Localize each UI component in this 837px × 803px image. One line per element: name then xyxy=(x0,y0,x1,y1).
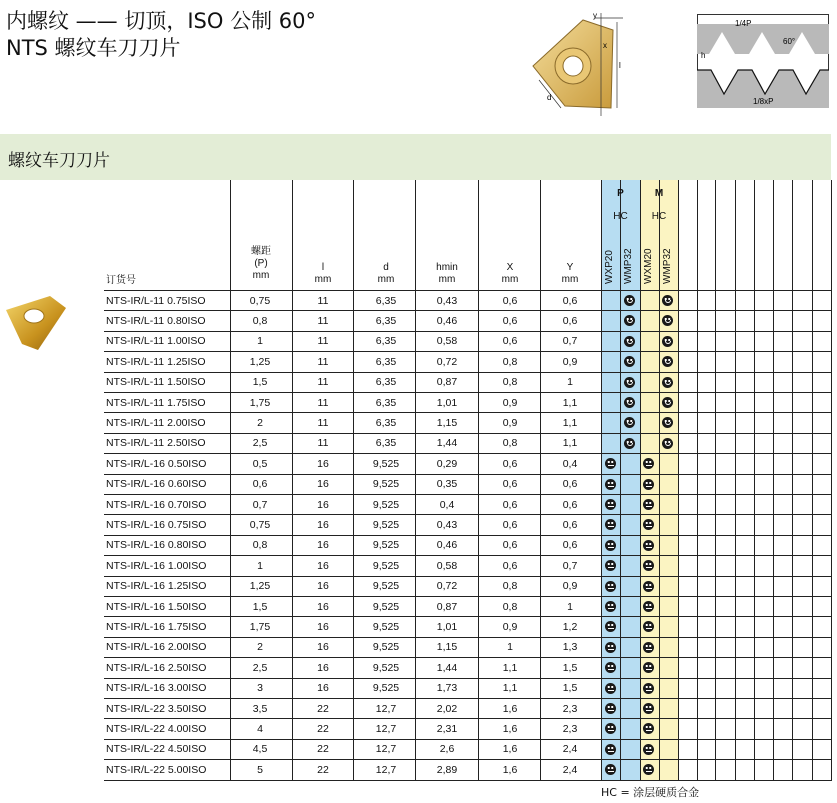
value-cell: 16 xyxy=(317,682,329,695)
value-cell: 0,87 xyxy=(436,600,458,613)
column-divider xyxy=(697,180,698,781)
value-cell: 1,5 xyxy=(562,661,578,674)
value-cell: 1,25 xyxy=(249,580,271,593)
header-p-hc: HC xyxy=(613,211,628,222)
neutral-face-icon xyxy=(605,601,616,612)
neutral-face-icon xyxy=(643,581,654,592)
value-cell: 1,75 xyxy=(249,396,271,409)
value-cell: 2,4 xyxy=(562,743,578,756)
value-cell: 0,58 xyxy=(436,559,458,572)
value-cell: 0,72 xyxy=(436,580,458,593)
value-cell: 0,9 xyxy=(562,580,578,593)
page-title xyxy=(6,8,316,62)
order-number-cell: NTS-IR/L-16 1.50ISO xyxy=(106,600,207,613)
value-cell: 0,8 xyxy=(252,539,268,552)
value-cell: 9,525 xyxy=(372,498,400,511)
value-cell: 6,35 xyxy=(375,376,397,389)
value-cell: 16 xyxy=(317,498,329,511)
column-divider xyxy=(715,180,716,781)
neutral-face-icon xyxy=(643,540,654,551)
value-cell: 16 xyxy=(317,518,329,531)
value-cell: 1,1 xyxy=(502,682,518,695)
value-cell: 1,01 xyxy=(436,620,458,633)
value-cell: 2,02 xyxy=(436,702,458,715)
column-divider xyxy=(754,180,755,781)
order-number-cell: NTS-IR/L-16 0.80ISO xyxy=(106,539,207,552)
column-divider xyxy=(659,180,660,781)
header-d: d xyxy=(383,262,389,273)
value-cell: 1,15 xyxy=(436,416,458,429)
value-cell: 0,6 xyxy=(502,539,518,552)
order-number-cell: NTS-IR/L-16 2.50ISO xyxy=(106,661,207,674)
value-cell: 1,6 xyxy=(502,743,518,756)
neutral-face-icon xyxy=(643,744,654,755)
value-cell: 0,6 xyxy=(562,539,578,552)
order-number-cell: NTS-IR/L-22 4.00ISO xyxy=(106,722,207,735)
value-cell: 2,3 xyxy=(562,702,578,715)
header-order-no: 订货号 xyxy=(106,275,136,286)
value-cell: 6,35 xyxy=(375,355,397,368)
dim-d-label: d xyxy=(547,93,552,102)
value-cell: 1,5 xyxy=(252,376,268,389)
value-cell: 12,7 xyxy=(375,722,397,735)
order-number-cell: NTS-IR/L-22 5.00ISO xyxy=(106,763,207,776)
smile-icon xyxy=(662,336,673,347)
header-l: mm xyxy=(314,274,332,285)
order-number-cell: NTS-IR/L-16 3.00ISO xyxy=(106,682,207,695)
value-cell: 16 xyxy=(317,641,329,654)
column-divider xyxy=(831,180,832,781)
smile-icon xyxy=(662,377,673,388)
value-cell: 0,8 xyxy=(252,314,268,327)
value-cell: 0,75 xyxy=(249,294,271,307)
value-cell: 1,5 xyxy=(252,600,268,613)
value-cell: 11 xyxy=(317,335,329,348)
value-cell: 1,75 xyxy=(249,620,271,633)
order-number-cell: NTS-IR/L-16 0.60ISO xyxy=(106,478,207,491)
value-cell: 1,25 xyxy=(249,355,271,368)
neutral-face-icon xyxy=(643,479,654,490)
dim-l-label: l xyxy=(619,61,621,70)
value-cell: 4 xyxy=(257,722,263,735)
value-cell: 0,9 xyxy=(502,416,518,429)
section-title: 螺纹车刀刀片 xyxy=(8,151,110,171)
value-cell: 11 xyxy=(317,376,329,389)
neutral-face-icon xyxy=(605,703,616,714)
value-cell: 6,35 xyxy=(375,416,397,429)
profile-quarter-p-label: 1/4P xyxy=(735,19,752,28)
value-cell: 0,9 xyxy=(562,355,578,368)
column-divider xyxy=(601,180,602,781)
value-cell: 0,29 xyxy=(436,457,458,470)
value-cell: 12,7 xyxy=(375,702,397,715)
neutral-face-icon xyxy=(605,479,616,490)
value-cell: 0,46 xyxy=(436,539,458,552)
header-hmin: mm xyxy=(438,274,456,285)
order-number-cell: NTS-IR/L-16 1.25ISO xyxy=(106,580,207,593)
value-cell: 11 xyxy=(317,437,329,450)
value-cell: 1 xyxy=(257,559,263,572)
neutral-face-icon xyxy=(605,744,616,755)
smile-icon xyxy=(624,377,635,388)
order-number-cell: NTS-IR/L-11 1.50ISO xyxy=(106,376,206,389)
value-cell: 0,6 xyxy=(562,294,578,307)
value-cell: 9,525 xyxy=(372,539,400,552)
neutral-face-icon xyxy=(605,642,616,653)
value-cell: 0,6 xyxy=(562,518,578,531)
value-cell: 0,46 xyxy=(436,314,458,327)
order-number-cell: NTS-IR/L-22 3.50ISO xyxy=(106,702,207,715)
value-cell: 0,6 xyxy=(502,457,518,470)
value-cell: 0,8 xyxy=(502,600,518,613)
dim-x-label: x xyxy=(603,41,607,50)
header-m-hc: HC xyxy=(651,211,667,222)
value-cell: 0,6 xyxy=(502,294,518,307)
value-cell: 2 xyxy=(257,416,263,429)
smile-icon xyxy=(624,397,635,408)
value-cell: 6,35 xyxy=(375,437,397,450)
column-divider xyxy=(353,180,354,781)
header-x: mm xyxy=(501,274,519,285)
column-divider xyxy=(792,180,793,781)
value-cell: 0,8 xyxy=(502,437,518,450)
value-cell: 0,35 xyxy=(436,478,458,491)
value-cell: 0,7 xyxy=(252,498,268,511)
value-cell: 12,7 xyxy=(375,763,397,776)
section-header xyxy=(0,134,831,180)
order-number-cell: NTS-IR/L-16 1.75ISO xyxy=(106,620,207,633)
profile-angle-label: 60° xyxy=(783,37,796,46)
value-cell: 16 xyxy=(317,600,329,613)
value-cell: 6,35 xyxy=(375,335,397,348)
value-cell: 1,73 xyxy=(436,682,458,695)
header-l: l xyxy=(321,262,325,273)
column-divider xyxy=(773,180,774,781)
order-number-cell: NTS-IR/L-11 1.00ISO xyxy=(106,335,206,348)
value-cell: 0,6 xyxy=(252,478,268,491)
value-cell: 1,2 xyxy=(562,620,578,633)
value-cell: 0,6 xyxy=(562,314,578,327)
value-cell: 6,35 xyxy=(375,396,397,409)
neutral-face-icon xyxy=(643,683,654,694)
value-cell: 16 xyxy=(317,539,329,552)
value-cell: 16 xyxy=(317,457,329,470)
value-cell: 0,43 xyxy=(436,518,458,531)
value-cell: 0,8 xyxy=(502,376,518,389)
title-line-2: NTS 螺纹车刀刀片 xyxy=(6,36,181,60)
value-cell: 0,6 xyxy=(502,559,518,572)
order-number-cell: NTS-IR/L-16 0.75ISO xyxy=(106,518,207,531)
value-cell: 9,525 xyxy=(372,641,400,654)
value-cell: 1,44 xyxy=(436,661,458,674)
value-cell: 0,6 xyxy=(562,478,578,491)
header-y: mm xyxy=(561,274,579,285)
value-cell: 1,44 xyxy=(436,437,458,450)
column-divider xyxy=(640,180,641,781)
value-cell: 1,6 xyxy=(502,722,518,735)
profile-eighth-xp-label: 1/8xP xyxy=(753,97,774,106)
value-cell: 22 xyxy=(317,743,329,756)
value-cell: 0,4 xyxy=(562,457,578,470)
insert-dimension-diagram xyxy=(525,8,625,116)
order-number-cell: NTS-IR/L-11 2.50ISO xyxy=(106,437,206,450)
value-cell: 3,5 xyxy=(252,702,268,715)
value-cell: 11 xyxy=(317,416,329,429)
value-cell: 2,6 xyxy=(439,743,455,756)
value-cell: 9,525 xyxy=(372,559,400,572)
footnote: HC = 涂层硬质合金 xyxy=(601,786,700,799)
value-cell: 5 xyxy=(257,763,263,776)
value-cell: 16 xyxy=(317,661,329,674)
header-grade: WXP20 xyxy=(604,250,615,284)
header-grade: WMP32 xyxy=(662,248,673,284)
value-cell: 0,43 xyxy=(436,294,458,307)
value-cell: 2,5 xyxy=(252,661,268,674)
value-cell: 1 xyxy=(507,641,513,654)
neutral-face-icon xyxy=(643,499,654,510)
column-divider xyxy=(678,180,679,781)
neutral-face-icon xyxy=(605,581,616,592)
value-cell: 0,5 xyxy=(252,457,268,470)
value-cell: 2,3 xyxy=(562,722,578,735)
value-cell: 1,6 xyxy=(502,763,518,776)
value-cell: 16 xyxy=(317,620,329,633)
value-cell: 2 xyxy=(257,641,263,654)
value-cell: 0,8 xyxy=(502,355,518,368)
thread-profile-diagram xyxy=(697,14,829,108)
profile-h-label: h xyxy=(701,51,706,60)
value-cell: 2,89 xyxy=(436,763,458,776)
column-divider xyxy=(620,180,621,781)
value-cell: 1,1 xyxy=(562,416,578,429)
smile-icon xyxy=(624,336,635,347)
value-cell: 9,525 xyxy=(372,620,400,633)
value-cell: 16 xyxy=(317,478,329,491)
header-x: X xyxy=(506,262,514,273)
header-pitch: 螺距 xyxy=(251,246,271,257)
value-cell: 1 xyxy=(567,600,573,613)
value-cell: 2,5 xyxy=(252,437,268,450)
neutral-face-icon xyxy=(605,540,616,551)
value-cell: 9,525 xyxy=(372,661,400,674)
value-cell: 2,4 xyxy=(562,763,578,776)
column-divider xyxy=(478,180,479,781)
order-number-cell: NTS-IR/L-11 1.25ISO xyxy=(106,355,206,368)
order-number-cell: NTS-IR/L-11 2.00ISO xyxy=(106,416,206,429)
header-m-group: M xyxy=(654,188,664,199)
value-cell: 11 xyxy=(317,396,329,409)
value-cell: 16 xyxy=(317,559,329,572)
value-cell: 6,35 xyxy=(375,294,397,307)
order-number-cell: NTS-IR/L-16 0.70ISO xyxy=(106,498,207,511)
value-cell: 0,6 xyxy=(502,314,518,327)
header-d: mm xyxy=(377,274,395,285)
value-cell: 1,01 xyxy=(436,396,458,409)
value-cell: 9,525 xyxy=(372,600,400,613)
value-cell: 22 xyxy=(317,702,329,715)
header-y: Y xyxy=(566,262,574,273)
smile-icon xyxy=(624,295,635,306)
title-line-1: 内螺纹 —— 切顶，ISO 公制 60° xyxy=(6,9,316,33)
header-pitch: mm xyxy=(252,270,270,281)
value-cell: 0,72 xyxy=(436,355,458,368)
value-cell: 9,525 xyxy=(372,682,400,695)
value-cell: 3 xyxy=(257,682,263,695)
value-cell: 1,15 xyxy=(436,641,458,654)
value-cell: 0,8 xyxy=(502,580,518,593)
value-cell: 0,4 xyxy=(439,498,455,511)
order-number-cell: NTS-IR/L-11 0.80ISO xyxy=(106,314,206,327)
header-pitch: (P) xyxy=(254,258,268,269)
value-cell: 1,1 xyxy=(502,661,518,674)
value-cell: 11 xyxy=(317,355,329,368)
smile-icon xyxy=(662,438,673,449)
dim-y-label: y xyxy=(593,11,597,20)
value-cell: 1,6 xyxy=(502,702,518,715)
header-p-group: P xyxy=(617,188,624,199)
smile-icon xyxy=(624,438,635,449)
smile-icon xyxy=(662,295,673,306)
value-cell: 0,7 xyxy=(562,335,578,348)
value-cell: 0,75 xyxy=(249,518,271,531)
value-cell: 1,5 xyxy=(562,682,578,695)
value-cell: 12,7 xyxy=(375,743,397,756)
value-cell: 4,5 xyxy=(252,743,268,756)
value-cell: 0,6 xyxy=(502,335,518,348)
value-cell: 0,6 xyxy=(502,498,518,511)
value-cell: 1,1 xyxy=(562,396,578,409)
order-number-cell: NTS-IR/L-16 1.00ISO xyxy=(106,559,207,572)
header-hmin: hmin xyxy=(436,262,458,273)
neutral-face-icon xyxy=(605,499,616,510)
value-cell: 22 xyxy=(317,763,329,776)
value-cell: 6,35 xyxy=(375,314,397,327)
value-cell: 0,58 xyxy=(436,335,458,348)
value-cell: 0,6 xyxy=(502,478,518,491)
value-cell: 9,525 xyxy=(372,478,400,491)
column-divider xyxy=(735,180,736,781)
neutral-face-icon xyxy=(605,683,616,694)
value-cell: 11 xyxy=(317,314,329,327)
value-cell: 11 xyxy=(317,294,329,307)
value-cell: 1,3 xyxy=(562,641,578,654)
value-cell: 1,1 xyxy=(562,437,578,450)
row-divider xyxy=(104,780,831,781)
neutral-face-icon xyxy=(643,601,654,612)
value-cell: 0,6 xyxy=(502,518,518,531)
value-cell: 1 xyxy=(567,376,573,389)
order-number-cell: NTS-IR/L-22 4.50ISO xyxy=(106,743,207,756)
smile-icon xyxy=(662,397,673,408)
order-number-cell: NTS-IR/L-16 0.50ISO xyxy=(106,457,207,470)
neutral-face-icon xyxy=(643,703,654,714)
order-number-cell: NTS-IR/L-11 1.75ISO xyxy=(106,396,206,409)
order-number-cell: NTS-IR/L-16 2.00ISO xyxy=(106,641,207,654)
value-cell: 22 xyxy=(317,722,329,735)
column-divider xyxy=(812,180,813,781)
value-cell: 0,87 xyxy=(436,376,458,389)
neutral-face-icon xyxy=(643,642,654,653)
value-cell: 9,525 xyxy=(372,457,400,470)
value-cell: 0,7 xyxy=(562,559,578,572)
value-cell: 0,6 xyxy=(562,498,578,511)
value-cell: 1 xyxy=(257,335,263,348)
value-cell: 0,9 xyxy=(502,396,518,409)
value-cell: 9,525 xyxy=(372,518,400,531)
header-grade: WXM20 xyxy=(643,248,654,284)
value-cell: 16 xyxy=(317,580,329,593)
value-cell: 2,31 xyxy=(436,722,458,735)
header-grade: WMP32 xyxy=(623,248,634,284)
value-cell: 0,9 xyxy=(502,620,518,633)
order-number-cell: NTS-IR/L-11 0.75ISO xyxy=(106,294,206,307)
value-cell: 9,525 xyxy=(372,580,400,593)
insert-photo xyxy=(2,292,68,352)
